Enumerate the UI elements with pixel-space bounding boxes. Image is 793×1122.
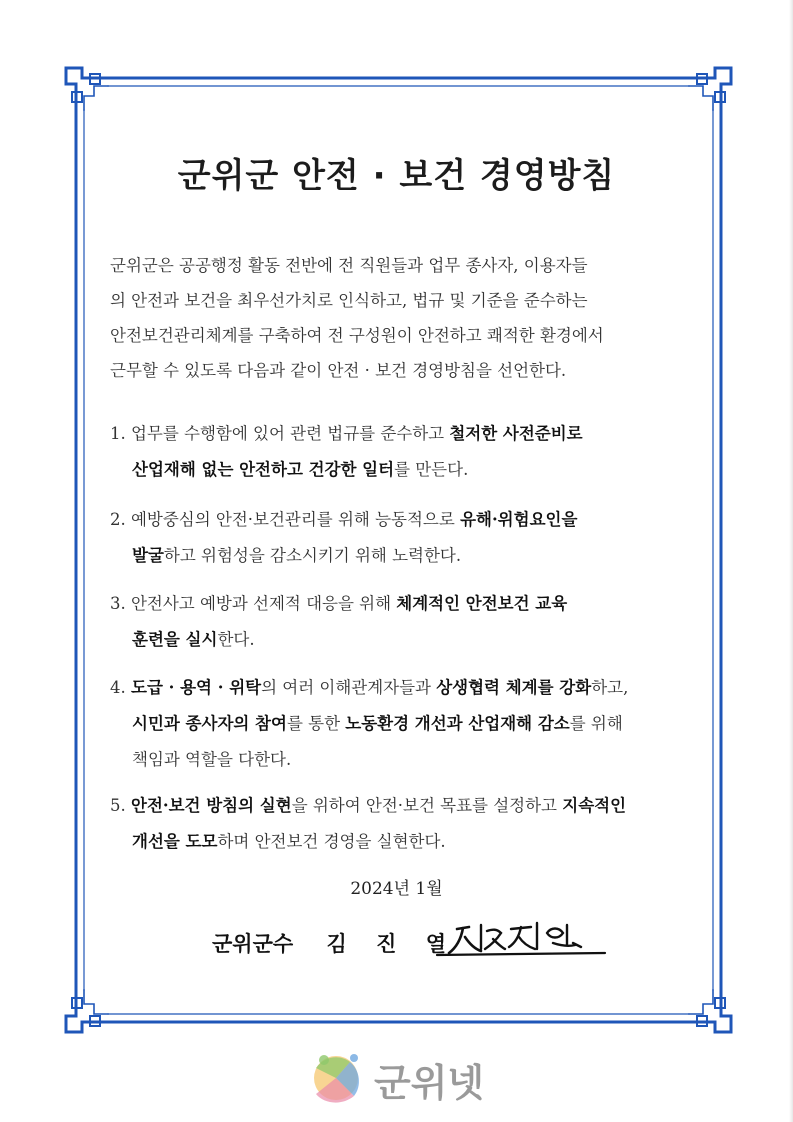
policy-item-line <box>110 416 710 452</box>
emphasis-text: 지속적인 <box>562 796 627 815</box>
emphasis-text: 상생협력 체계를 강화 <box>436 678 592 697</box>
policy-item <box>110 586 710 658</box>
plain-text: 하고 위험성을 감소시키기 위해 노력한다. <box>163 546 462 565</box>
intro-line: 의 안전과 보건을 최우선가치로 인식하고, 법규 및 기준을 준수하는 <box>110 291 588 310</box>
intro-line: 근무할 수 있도록 다음과 같이 안전 · 보건 경영방침을 선언한다. <box>110 361 567 380</box>
intro-paragraph <box>110 248 700 388</box>
policy-item <box>110 788 710 860</box>
page-title: 군위군 안전 · 보건 경영방침 <box>177 156 616 196</box>
plain-text: 1. 업무를 수행함에 있어 관련 법규를 준수하고 <box>110 424 450 443</box>
emphasis-text: 산업재해 없는 안전하고 건강한 일터 <box>132 460 395 479</box>
plain-text: 를 만든다. <box>394 460 469 479</box>
policy-item <box>110 416 710 488</box>
brand-text: 군위넷 <box>374 1061 485 1105</box>
policy-item-line <box>110 824 710 860</box>
plain-text: 한다. <box>217 630 255 649</box>
plain-text: 하며 안전보건 경영을 실현한다. <box>217 832 446 851</box>
policy-item-line <box>110 788 710 824</box>
corner-fret <box>689 86 713 110</box>
plain-text: 를 위해 <box>569 714 623 733</box>
signer-name-char: 진 <box>376 932 397 956</box>
emphasis-text: 안전·보건 방침의 실현 <box>131 796 292 815</box>
policy-item-line <box>110 538 710 574</box>
emphasis-text: 노동환경 개선과 산업재해 감소 <box>345 714 570 733</box>
issue-date: 2024년 1월 <box>350 879 443 899</box>
emphasis-text: 훈련을 실시 <box>132 630 218 649</box>
plain-text: 5. <box>110 796 131 815</box>
emphasis-text: 발굴 <box>132 546 164 565</box>
plain-text: 을 위하여 안전·보건 목표를 설정하고 <box>291 796 563 815</box>
plain-text: 의 여러 이해관계자들과 <box>261 678 437 697</box>
policy-item-line <box>110 586 710 622</box>
policy-item-line <box>110 706 710 742</box>
corner-fret <box>689 68 731 110</box>
policy-item-line <box>110 502 710 538</box>
emphasis-text: 체계적인 안전보건 교육 <box>396 594 568 613</box>
intro-line: 군위군은 공공행정 활동 전반에 전 직원들과 업무 종사자, 이용자들 <box>110 256 588 275</box>
corner-fret <box>689 990 713 1014</box>
emphasis-text: 개선을 도모 <box>132 832 218 851</box>
plain-text: 4. <box>110 678 131 697</box>
corner-fret <box>84 990 108 1014</box>
policy-item-line <box>110 670 710 706</box>
signer-line <box>212 928 446 958</box>
policy-item-line <box>110 622 710 658</box>
emphasis-text: 유해·위험요인을 <box>460 510 578 529</box>
emphasis-text: 시민과 종사자의 참여 <box>132 714 287 733</box>
plain-text: 책임과 역할을 다한다. <box>132 750 292 769</box>
signer-name-char: 김 <box>326 932 347 956</box>
corner-fret <box>66 990 108 1032</box>
handwritten-signature <box>435 915 610 965</box>
gunwi-net-watermark <box>306 1046 496 1106</box>
corner-fret <box>66 68 108 110</box>
gunwi-logo-icon <box>306 1046 370 1106</box>
plain-text: 2. 예방중심의 안전·보건관리를 위해 능동적으로 <box>110 510 461 529</box>
policy-item-line <box>110 742 710 778</box>
corner-fret <box>689 990 731 1032</box>
intro-line: 안전보건관리체계를 구축하여 전 구성원이 안전하고 쾌적한 환경에서 <box>110 326 604 345</box>
corner-fret <box>84 86 108 110</box>
plain-text: 를 통한 <box>286 714 346 733</box>
emphasis-text: 철저한 사전준비로 <box>449 424 583 443</box>
emphasis-text: 도급 · 용역 · 위탁 <box>131 678 262 697</box>
policy-item-line <box>110 452 710 488</box>
signer-name-char: 열 <box>425 932 446 956</box>
signer-title: 군위군수 <box>212 932 294 956</box>
policy-item <box>110 502 710 574</box>
plain-text: 하고, <box>591 678 629 697</box>
policy-item <box>110 670 710 778</box>
plain-text: 3. 안전사고 예방과 선제적 대응을 위해 <box>110 594 397 613</box>
